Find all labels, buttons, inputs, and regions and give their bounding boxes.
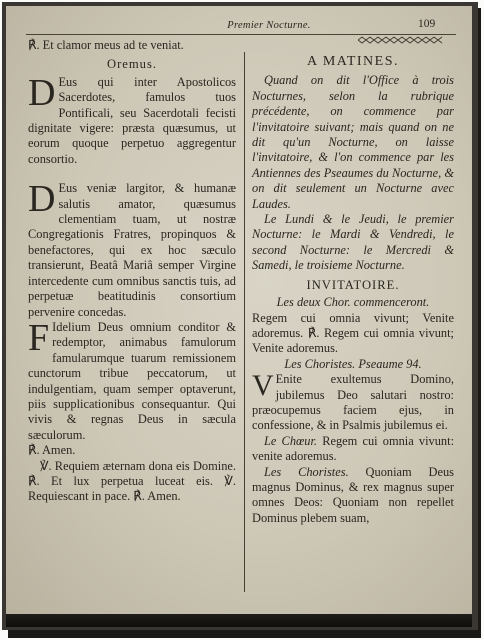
drop-cap: D bbox=[28, 178, 56, 221]
prayer-2-text: Eus veniæ largitor, & humanæ salutis amator, quæsumus clementiam tuam, ut nostræ Congregationis Fratres, propinquos & benefactores, qui ex hoc sæculo transierunt, Beatâ Mariâ semper Virgine intercedente cum omnibus sanctis tuis, ad perpetuæ beatitudinis consortium pervenire concedas. bbox=[28, 181, 236, 319]
drop-cap: V bbox=[252, 369, 274, 403]
prayer-3 bbox=[28, 316, 236, 443]
amen-line: ℟. Amen. bbox=[28, 443, 76, 458]
invitatory-text: Regem cui omnia vivunt; Venite adoremus. ℟. Regem cui omnia vivunt; Venite adoremus. bbox=[252, 310, 454, 356]
matines-title: A MATINES. bbox=[306, 54, 399, 69]
rubric-paragraph: Quand on dit l'Office à trois Nocturnes, selon la rubrique précédente, on commence par l'invitatoire suivant; mais quand on ne dit qu'un Nocturne, on laisse l'invitatoire, & l'on commence par les Antiennes des Pseaumes du Nocturne, & on dit seulement un Nocturne avec Laudes. bbox=[252, 73, 454, 211]
invitatoire-heading: INVITATOIRE. bbox=[306, 277, 400, 292]
choristers-verse bbox=[252, 465, 454, 527]
running-head: Premier Nocturne. bbox=[227, 20, 311, 31]
left-column bbox=[28, 38, 236, 505]
prayer-1 bbox=[28, 71, 236, 167]
header-rule bbox=[26, 34, 456, 35]
choir-response-text: Regem cui omnia vivunt: venite adoremus. bbox=[252, 433, 455, 464]
speaker-label: Le Chœur. bbox=[264, 433, 318, 448]
prayer-3-text: Idelium Deus omnium conditor & redemptor, animabus famulorum famularumque tuarum remissionem cunctorum tribue peccatorum, ut indulgentiam, quam semper optaverunt, piis supplicationibus consequantur. Qui vivis & regnas Deus in sæcula sæculorum. bbox=[28, 319, 236, 442]
response-line: ℟. Et clamor meus ad te veniat. bbox=[28, 38, 184, 52]
right-column bbox=[252, 38, 454, 526]
requiem-verse: ℣. Requiem æternam dona eis Domine. ℟. Et lux perpetua luceat eis. ℣. Requiescant in pace. ℟. Amen. bbox=[28, 458, 236, 504]
prayer-1-text: Eus qui inter Apostolicos Sacerdotes, famulos tuos Pontificali, seu Sacerdotali fecisti dignitate vigere: præsta quæsumus, ut eorum quoque perpetuo aggregentur consortio. bbox=[28, 74, 236, 166]
column-divider bbox=[244, 52, 245, 592]
psalm-94-text: Enite exultemus Domino, jubilemus Deo salutari nostro: præocupemus faciem ejus, in confessione, & in Psalmis jubilemus ei. bbox=[252, 372, 454, 433]
book-page bbox=[6, 6, 472, 614]
choir-response bbox=[252, 434, 454, 465]
oremus-heading: Oremus. bbox=[106, 57, 158, 72]
drop-cap: D bbox=[28, 71, 56, 114]
page-number: 109 bbox=[418, 18, 436, 30]
drop-cap: F bbox=[28, 316, 50, 359]
psalm-94-verse bbox=[252, 369, 454, 434]
prayer-2 bbox=[28, 178, 236, 320]
psalm-heading: Les Choristes. Pseaume 94. bbox=[284, 356, 422, 371]
choristers-verse-text: Quoniam Deus magnus Dominus, & rex magnus super omnes Deos: Quoniam non repellet Dominus plebem suam, bbox=[252, 464, 454, 525]
rubric-days: Le Lundi & le Jeudi, le premier Nocturne: le Mardi & Vendredi, le second Nocturne: le Mercredi & Samedi, le troisieme Nocturne. bbox=[252, 212, 454, 273]
choir-direction: Les deux Chor. commenceront. bbox=[276, 295, 430, 310]
speaker-label: Les Choristes. bbox=[264, 464, 349, 479]
